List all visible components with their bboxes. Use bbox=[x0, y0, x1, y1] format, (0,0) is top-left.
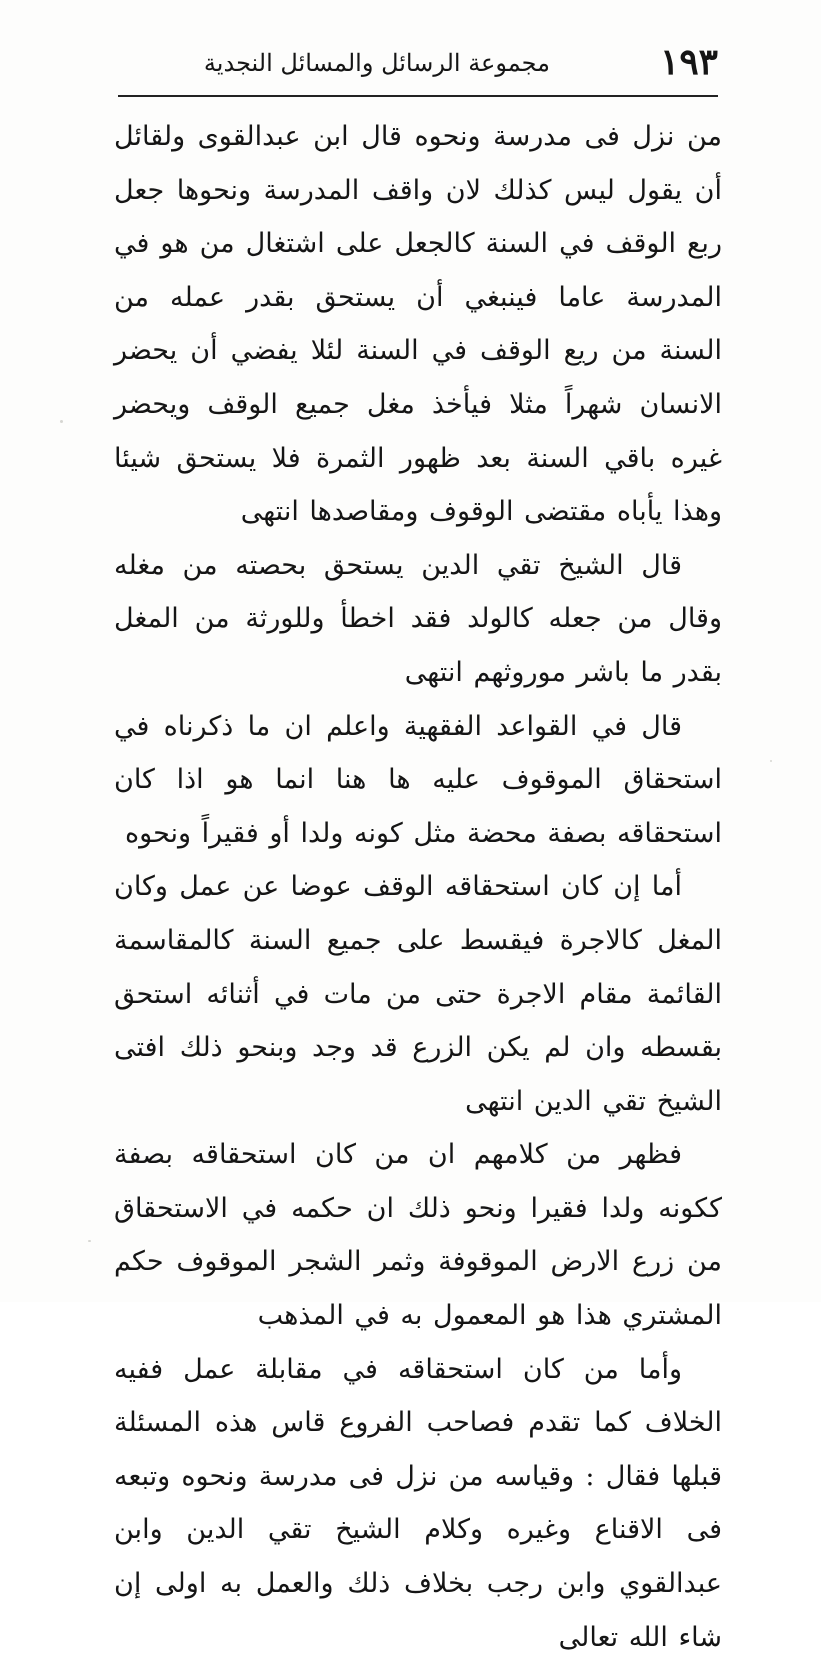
header-rule bbox=[118, 95, 718, 97]
page-body bbox=[114, 110, 722, 1664]
page-number: ١٩٣ bbox=[659, 41, 718, 83]
paragraph-6: وأما من كان استحقاقه في مقابلة عمل ففيه الخلاف كما تقدم فصاحب الفروع قاس هذه المسئلة قبلها فقال : وقياسه من نزل فى مدرسة ونحوه وتبعه فى الاقناع وغيره وكلام الشيخ تقي الدين وابن عبدالقوي وابن رجب بخلاف ذلك والعمل به اولى إن شاء الله تعالى bbox=[114, 1353, 722, 1653]
paper-speck bbox=[60, 420, 63, 423]
paper-speck bbox=[770, 760, 772, 762]
running-title: مجموعة الرسائل والمسائل النجدية bbox=[203, 49, 550, 77]
paper-speck bbox=[88, 1240, 91, 1242]
paragraph-4: أما إن كان استحقاقه الوقف عوضا عن عمل وكان المغل كالاجرة فيقسط على جميع السنة كالمقاسمة القائمة مقام الاجرة حتى من مات في أثنائه استحق بقسطه وان لم يكن الزرع قد وجد وبنحو ذلك افتى الشيخ تقي الدين انتهى bbox=[114, 871, 722, 1117]
paragraph-2: قال الشيخ تقي الدين يستحق بحصته من مغله وقال من جعله كالولد فقد اخطأ وللورثة من المغل بقدر ما باشر موروثهم انتهى bbox=[114, 549, 722, 688]
paragraph-3: قال في القواعد الفقهية واعلم ان ما ذكرناه في استحقاق الموقوف عليه ها هنا انما هو اذا كان استحقاقه بصفة محضة مثل كونه ولدا أو فقيراً ونحوه bbox=[114, 710, 722, 849]
page-header bbox=[118, 36, 718, 90]
paragraph-5: فظهر من كلامهم ان من كان استحقاقه بصفة ككونه ولدا فقيرا ونحو ذلك ان حكمه في الاستحقاق من زرع الارض الموقوفة وثمر الشجر الموقوف حكم المشتري هذا هو المعمول به في المذهب bbox=[114, 1139, 722, 1332]
paragraph-1: من نزل فى مدرسة ونحوه قال ابن عبدالقوى ولقائل أن يقول ليس كذلك لان واقف المدرسة ونحوها جعل ربع الوقف في السنة كالجعل على اشتغال من هو في المدرسة عاما فينبغي أن يستحق بقدر عمله من السنة من ريع الوقف في السنة لئلا يفضي أن يحضر الانسان شهراً مثلا فيأخذ مغل جميع الوقف ويحضر غيره باقي السنة بعد ظهور الثمرة فلا يستحق شيئا وهذا يأباه مقتضى الوقوف ومقاصدها انتهى bbox=[114, 121, 722, 528]
